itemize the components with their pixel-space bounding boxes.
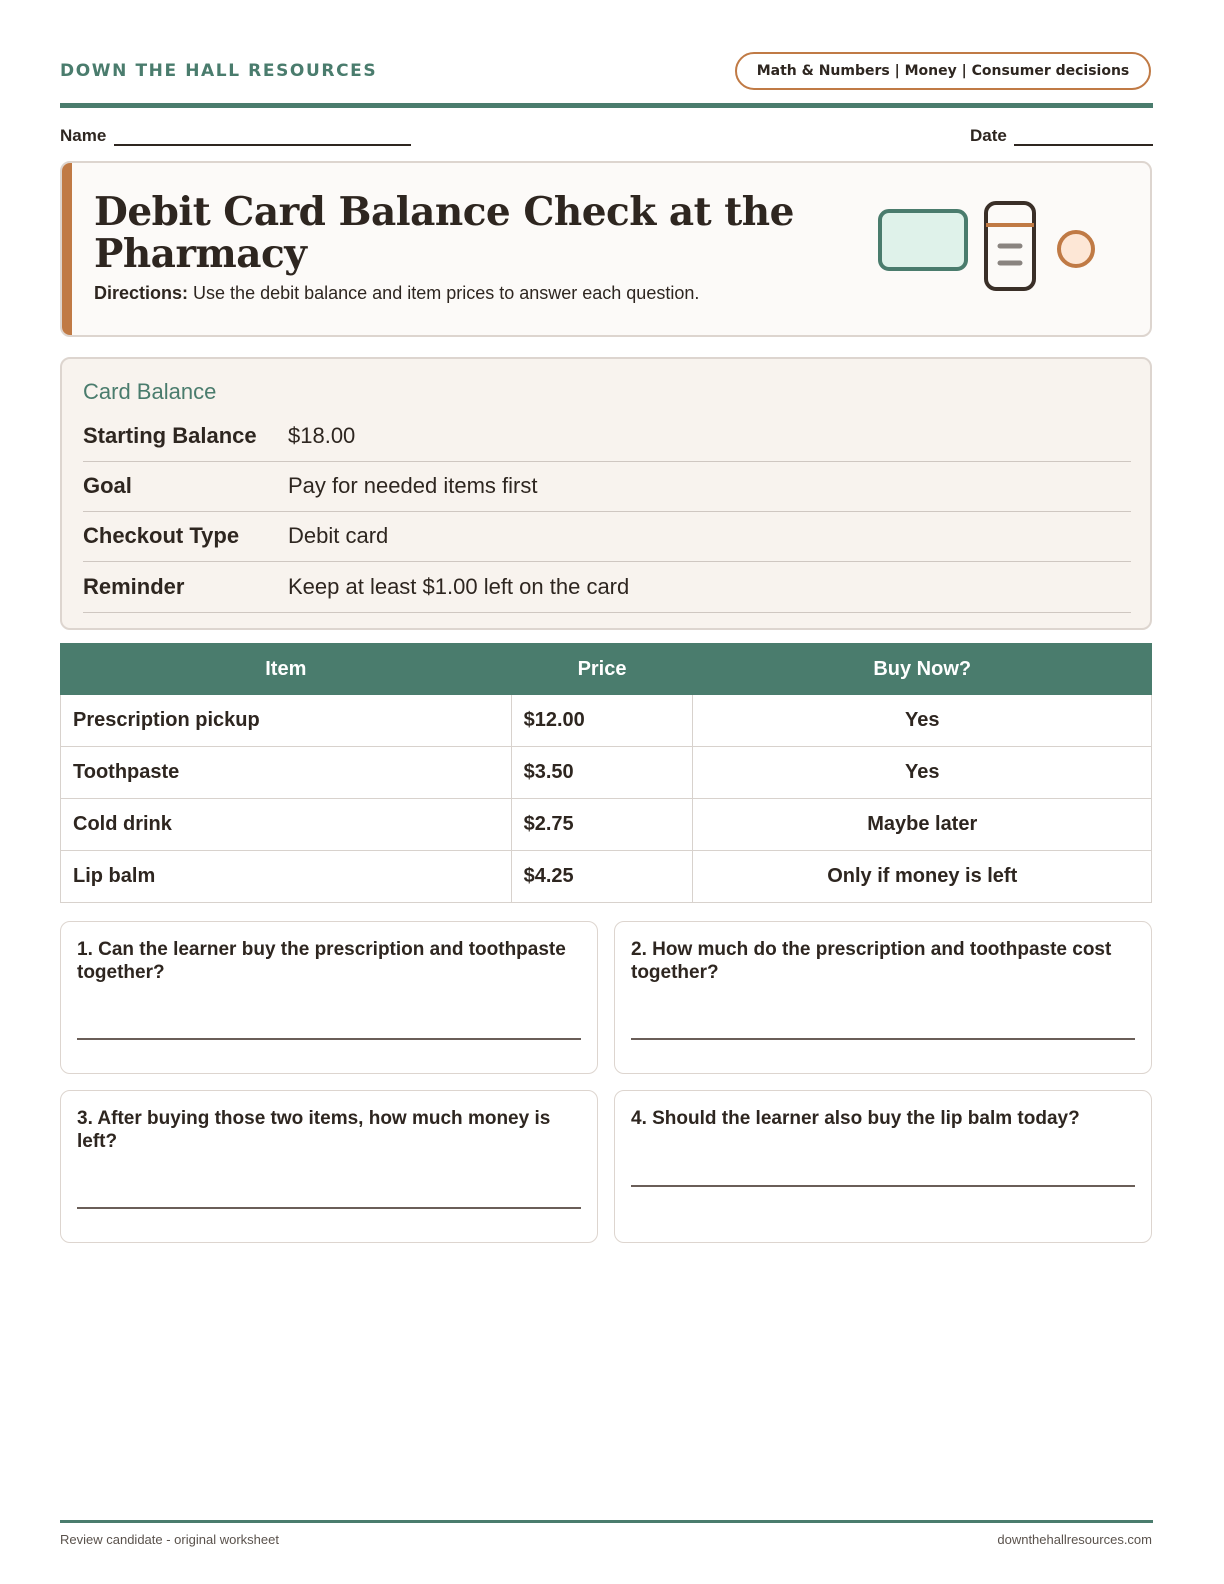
page-title: Debit Card Balance Check at the Pharmacy xyxy=(94,189,794,277)
item-cell: Toothpaste xyxy=(61,747,512,799)
directions xyxy=(94,283,699,304)
balance-value: Pay for needed items first xyxy=(288,473,538,498)
answer-line[interactable] xyxy=(631,1038,1135,1040)
price-cell: $12.00 xyxy=(511,695,693,747)
balance-key: Reminder xyxy=(83,574,185,599)
balance-value: Keep at least $1.00 left on the card xyxy=(288,574,630,599)
footer-url: downthehallresources.com xyxy=(997,1532,1152,1547)
footer-divider xyxy=(60,1520,1153,1523)
card-balance-panel xyxy=(60,357,1152,630)
balance-row xyxy=(83,511,1131,562)
title-accent-bar xyxy=(62,163,72,335)
panel-title: Card Balance xyxy=(83,379,217,404)
buy-now-cell: Yes xyxy=(693,747,1152,799)
balance-row xyxy=(83,562,1131,613)
directions-text: Use the debit balance and item prices to answer each question. xyxy=(193,283,700,303)
balance-key: Starting Balance xyxy=(83,423,257,448)
directions-label: Directions: xyxy=(94,283,189,303)
name-label: Name xyxy=(60,126,107,145)
question-text: 3. After buying those two items, how much money is left? xyxy=(77,1108,551,1152)
question-text: 2. How much do the prescription and toothpaste cost together? xyxy=(631,939,1112,983)
price-cell: $2.75 xyxy=(511,799,693,851)
answer-line[interactable] xyxy=(77,1207,581,1209)
title-card xyxy=(60,161,1152,337)
balance-value: $18.00 xyxy=(288,423,356,448)
header-divider xyxy=(60,103,1153,108)
question-box-4 xyxy=(614,1090,1152,1243)
header-item: Item xyxy=(61,644,512,695)
price-cell: $3.50 xyxy=(511,747,693,799)
question-box-3 xyxy=(60,1090,598,1243)
table-row xyxy=(61,747,1152,799)
illustration xyxy=(874,199,1104,299)
answer-line[interactable] xyxy=(77,1038,581,1040)
buy-now-cell: Maybe later xyxy=(693,799,1152,851)
balance-value: Debit card xyxy=(288,523,389,548)
table-header-row xyxy=(61,644,1152,695)
balance-row xyxy=(83,411,1131,462)
header-price: Price xyxy=(511,644,693,695)
header-buy-now: Buy Now? xyxy=(693,644,1152,695)
table-row xyxy=(61,851,1152,903)
date-label: Date xyxy=(970,126,1007,145)
items-table xyxy=(60,643,1152,903)
coin-icon xyxy=(1059,232,1093,266)
buy-now-cell: Only if money is left xyxy=(693,851,1152,903)
item-cell: Lip balm xyxy=(61,851,512,903)
item-cell: Prescription pickup xyxy=(61,695,512,747)
date-line[interactable] xyxy=(1014,144,1153,146)
table-row xyxy=(61,695,1152,747)
question-text: 4. Should the learner also buy the lip balm today? xyxy=(631,1108,1080,1129)
answer-line[interactable] xyxy=(631,1185,1135,1187)
phone-icon xyxy=(986,203,1034,289)
price-cell: $4.25 xyxy=(511,851,693,903)
brand-name: DOWN THE HALL RESOURCES xyxy=(60,61,378,81)
footer-note: Review candidate - original worksheet xyxy=(60,1532,279,1547)
name-line[interactable] xyxy=(114,144,411,146)
balance-key: Goal xyxy=(83,473,132,498)
question-box-2 xyxy=(614,921,1152,1074)
balance-row xyxy=(83,461,1131,512)
item-cell: Cold drink xyxy=(61,799,512,851)
balance-key: Checkout Type xyxy=(83,523,240,548)
debit-card-icon xyxy=(880,211,966,269)
buy-now-cell: Yes xyxy=(693,695,1152,747)
table-row xyxy=(61,799,1152,851)
subject-tags: Math & Numbers | Money | Consumer decisions xyxy=(735,52,1151,90)
question-text: 1. Can the learner buy the prescription and toothpaste together? xyxy=(77,939,566,983)
question-box-1 xyxy=(60,921,598,1074)
